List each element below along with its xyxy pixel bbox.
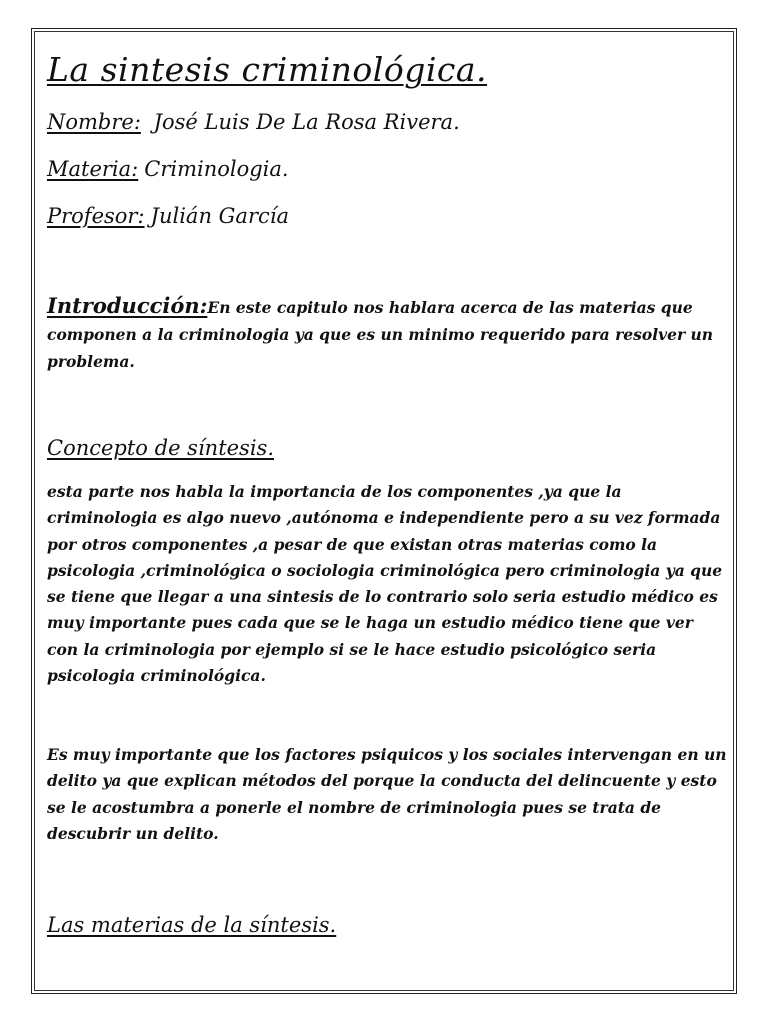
meta-profesor-value: Julián García <box>150 204 289 228</box>
introduction-text: En este capitulo nos hablara acerca de las materias que componen a la criminologia ya que es un minimo requerido para resolver un problema. <box>47 298 714 371</box>
meta-materia-value: Criminologia. <box>144 157 289 181</box>
meta-materia-label: Materia: <box>47 157 139 181</box>
meta-nombre <box>47 110 460 134</box>
concept-paragraph-2: Es muy importante que los factores psiquicos y los sociales intervengan en un delito ya que explican métodos del porque la conducta del delincuente y esto se le acostumbra a ponerle el nombre de criminologia pues se trata de descubrir un delito. <box>47 745 727 843</box>
meta-profesor <box>47 204 289 228</box>
introduction-heading: Introducción: <box>47 293 208 318</box>
concept-heading: Concepto de síntesis. <box>47 436 275 460</box>
meta-nombre-label: Nombre: <box>47 110 141 134</box>
concept-paragraph-1: esta parte nos habla la importancia de los componentes ,ya que la criminologia es algo nuevo ,autónoma e independiente pero a su vez formada por otros componentes ,a pesar de que existan otras materias como la psicologia ,criminológica o sociologia criminológica pero criminologia ya que se tiene que llegar a una sintesis de lo contrario solo seria estudio médico es muy importante pues cada que se le haga un estudio médico tiene que ver con la criminologia por ejemplo si se le hace estudio psicológico seria psicologia criminológica. <box>47 482 723 686</box>
document-title: La sintesis criminológica. <box>47 50 488 89</box>
meta-materia <box>47 157 289 181</box>
meta-nombre-value: José Luis De La Rosa Rivera. <box>146 110 460 134</box>
meta-profesor-label: Profesor: <box>47 204 145 228</box>
materias-heading: Las materias de la síntesis. <box>47 913 337 937</box>
introduction <box>47 292 722 375</box>
